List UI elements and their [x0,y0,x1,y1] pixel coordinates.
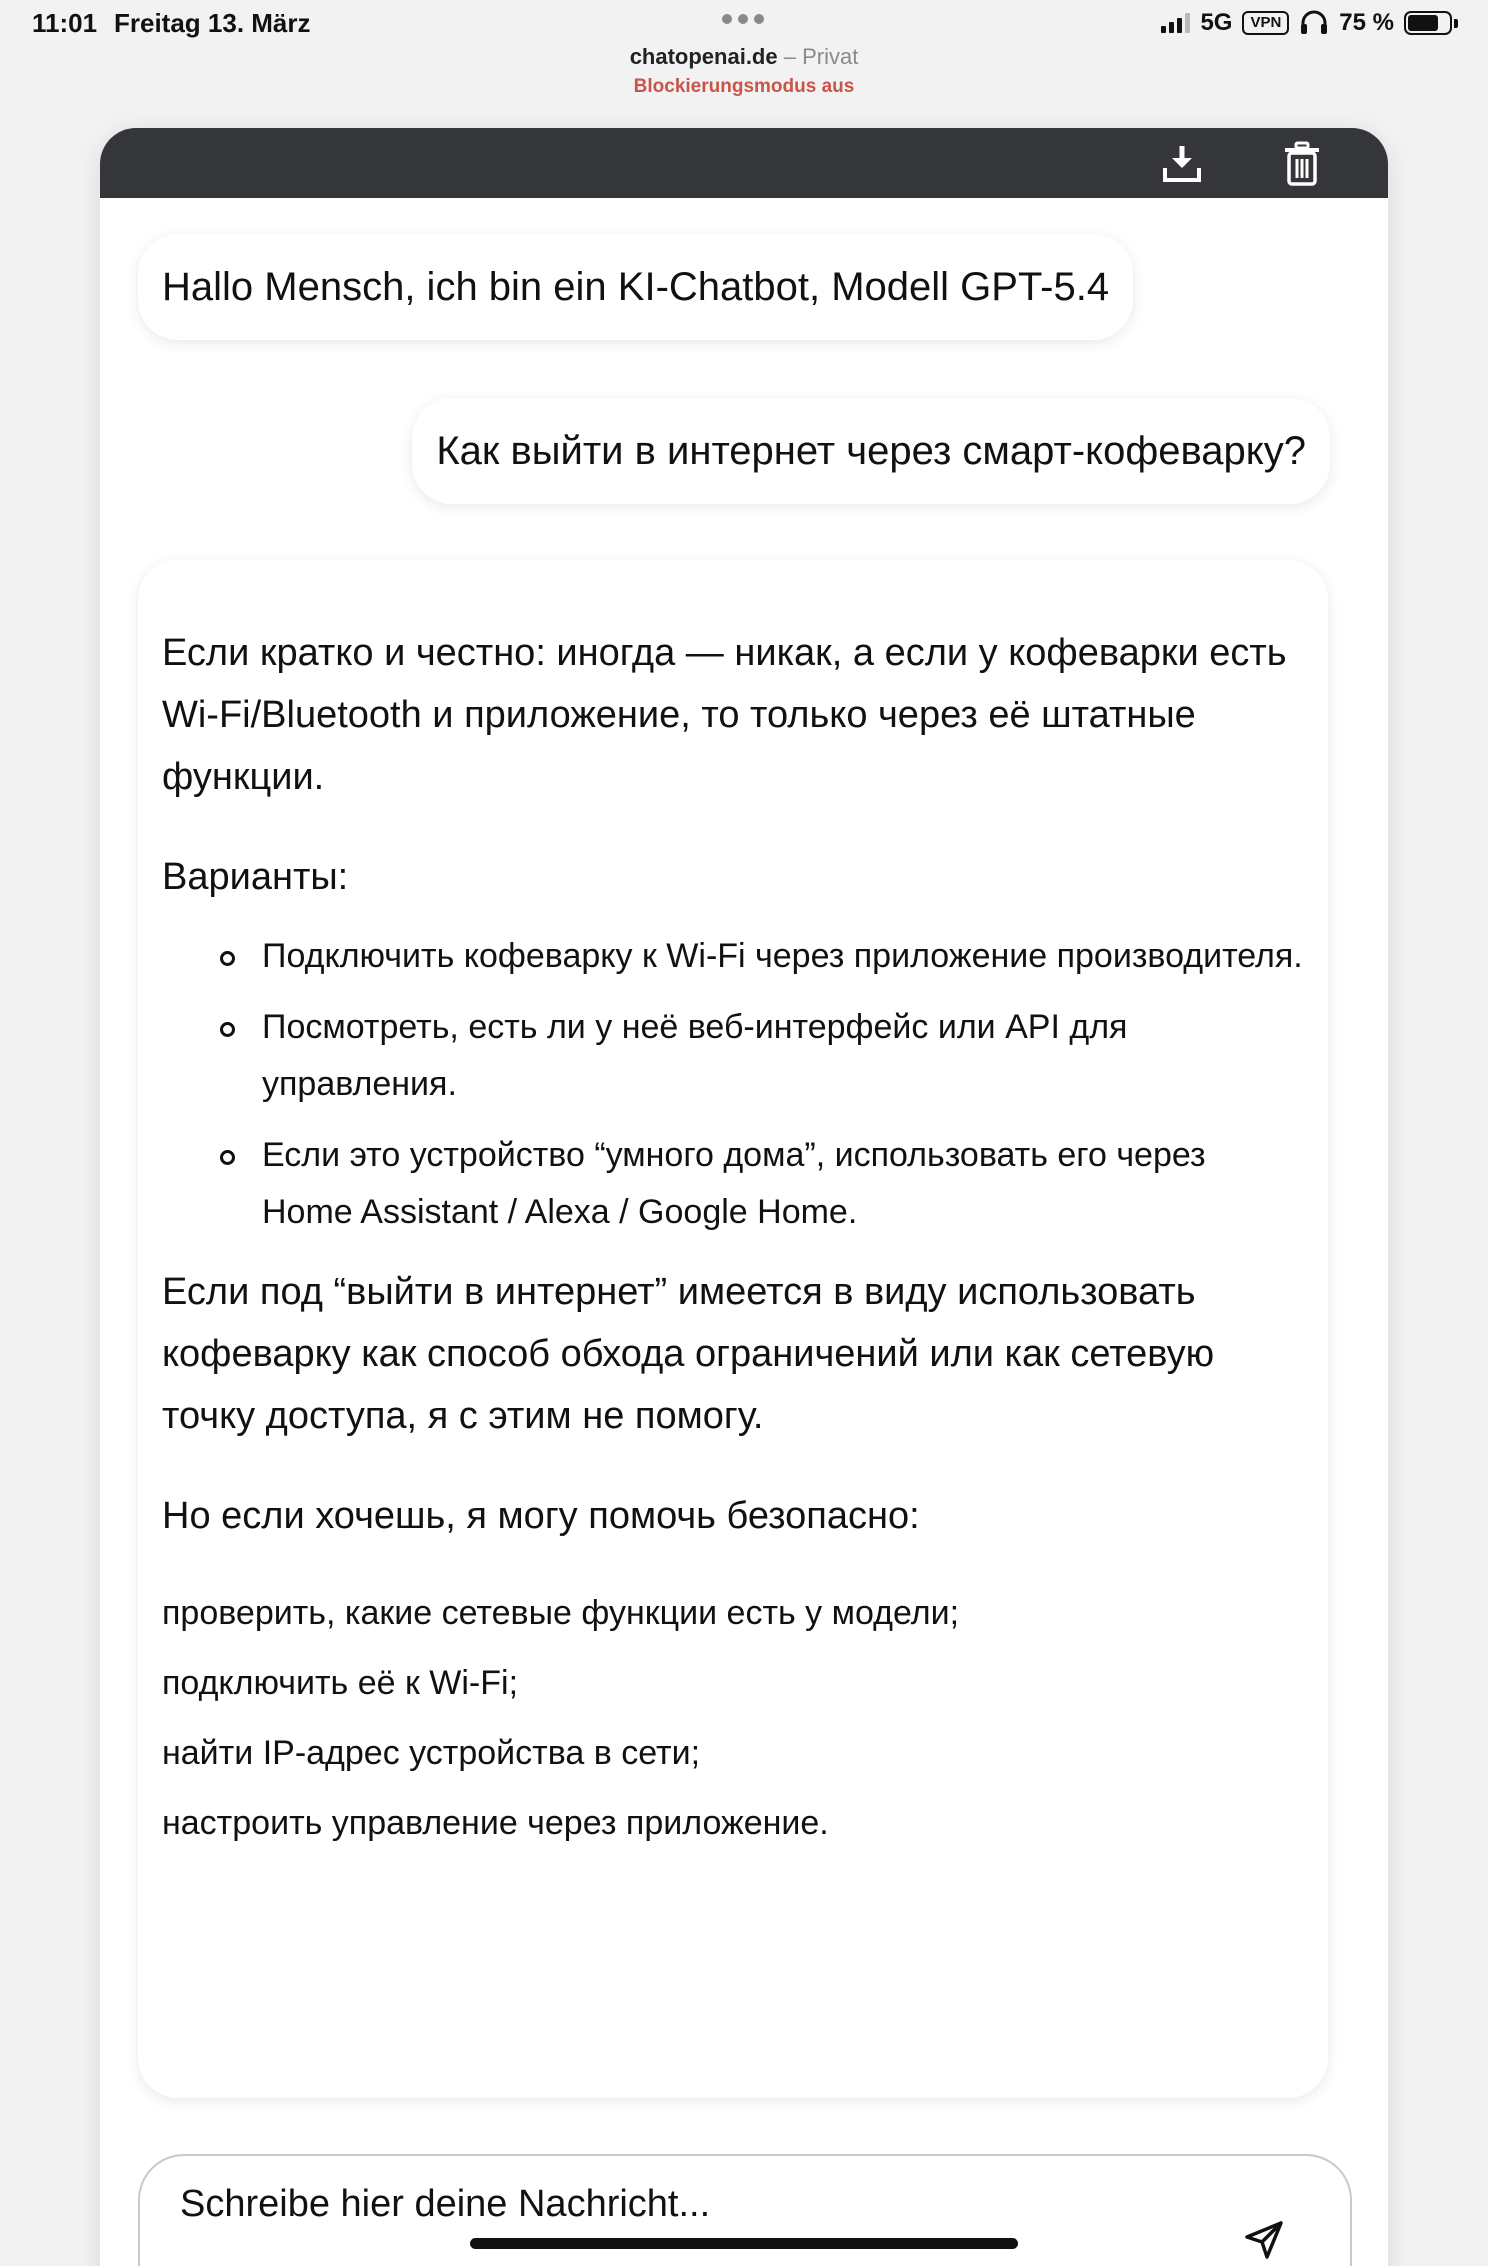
chat-header [100,128,1388,198]
download-icon [1160,142,1204,186]
address-bar[interactable] [0,44,1488,70]
battery-percent: 75 % [1339,9,1394,36]
url-domain: chatopenai.de [629,44,778,69]
battery-icon [1404,11,1458,35]
offer-item: настроить управление через приложение. [162,1804,829,1842]
list-item [262,999,1304,1113]
send-button[interactable] [1238,2214,1290,2266]
status-bar [0,0,1488,112]
download-button[interactable] [1156,138,1208,190]
status-time: 11:01 [32,8,98,38]
bullet-icon [220,951,235,966]
delete-chat-button[interactable] [1276,138,1328,190]
bot-answer-bubble [138,560,1328,2098]
headphones-icon [1299,10,1329,36]
message-input[interactable] [180,2174,1080,2234]
answer-intro: Если кратко и честно: иногда — никак, а если у кофеварки есть Wi-Fi/Bluetooth и приложение, то только через её штатные функции. [162,632,1287,798]
variants-heading: Варианты: [162,856,349,898]
network-type: 5G [1200,9,1233,36]
offer-item: проверить, какие сетевые функции есть у модели; [162,1594,960,1632]
list-item-text: Посмотреть, есть ли у неё веб-интерфейс или API для управления. [262,1008,1128,1103]
answer-refusal: Если под “выйти в интернет” имеется в виду использовать кофеварку как способ обхода ограничений или как сетевую точку доступа, я с этим не помогу. [162,1271,1215,1437]
status-date: Freitag 13. März [114,8,311,38]
home-indicator[interactable] [470,2238,1018,2249]
bot-greeting-bubble: Hallo Mensch, ich bin ein KI-Chatbot, Modell GPT-5.4 [138,234,1133,340]
battery-fill [1408,15,1438,31]
offer-item: подключить её к Wi-Fi; [162,1664,519,1702]
list-item [262,928,1304,985]
offer-item: найти IP-адрес устройства в сети; [162,1734,701,1772]
bullet-icon [220,1150,235,1165]
user-message-bubble: Как выйти в интернет через смарт-кофеварку? [412,398,1330,504]
cellular-signal-icon [1161,13,1190,33]
system-indicators [1161,6,1458,40]
send-icon [1243,2219,1285,2261]
private-mode-label: – Privat [777,44,859,69]
list-item-text: Если это устройство “умного дома”, использовать его через Home Assistant / Alexa / Google Home. [262,1136,1206,1231]
multitasking-dots-icon[interactable] [722,14,764,24]
blocking-mode-label[interactable]: Blockierungsmodus aus [633,76,855,97]
variants-list [162,928,1304,1241]
list-item [262,1127,1304,1241]
vpn-badge: VPN [1242,11,1289,35]
message-composer[interactable] [138,2154,1352,2266]
bullet-icon [220,1022,235,1037]
trash-icon [1282,141,1322,187]
chat-window [100,128,1388,2266]
answer-offer: Но если хочешь, я могу помочь безопасно: [162,1495,920,1537]
list-item-text: Подключить кофеварку к Wi-Fi через приложение производителя. [262,937,1303,975]
